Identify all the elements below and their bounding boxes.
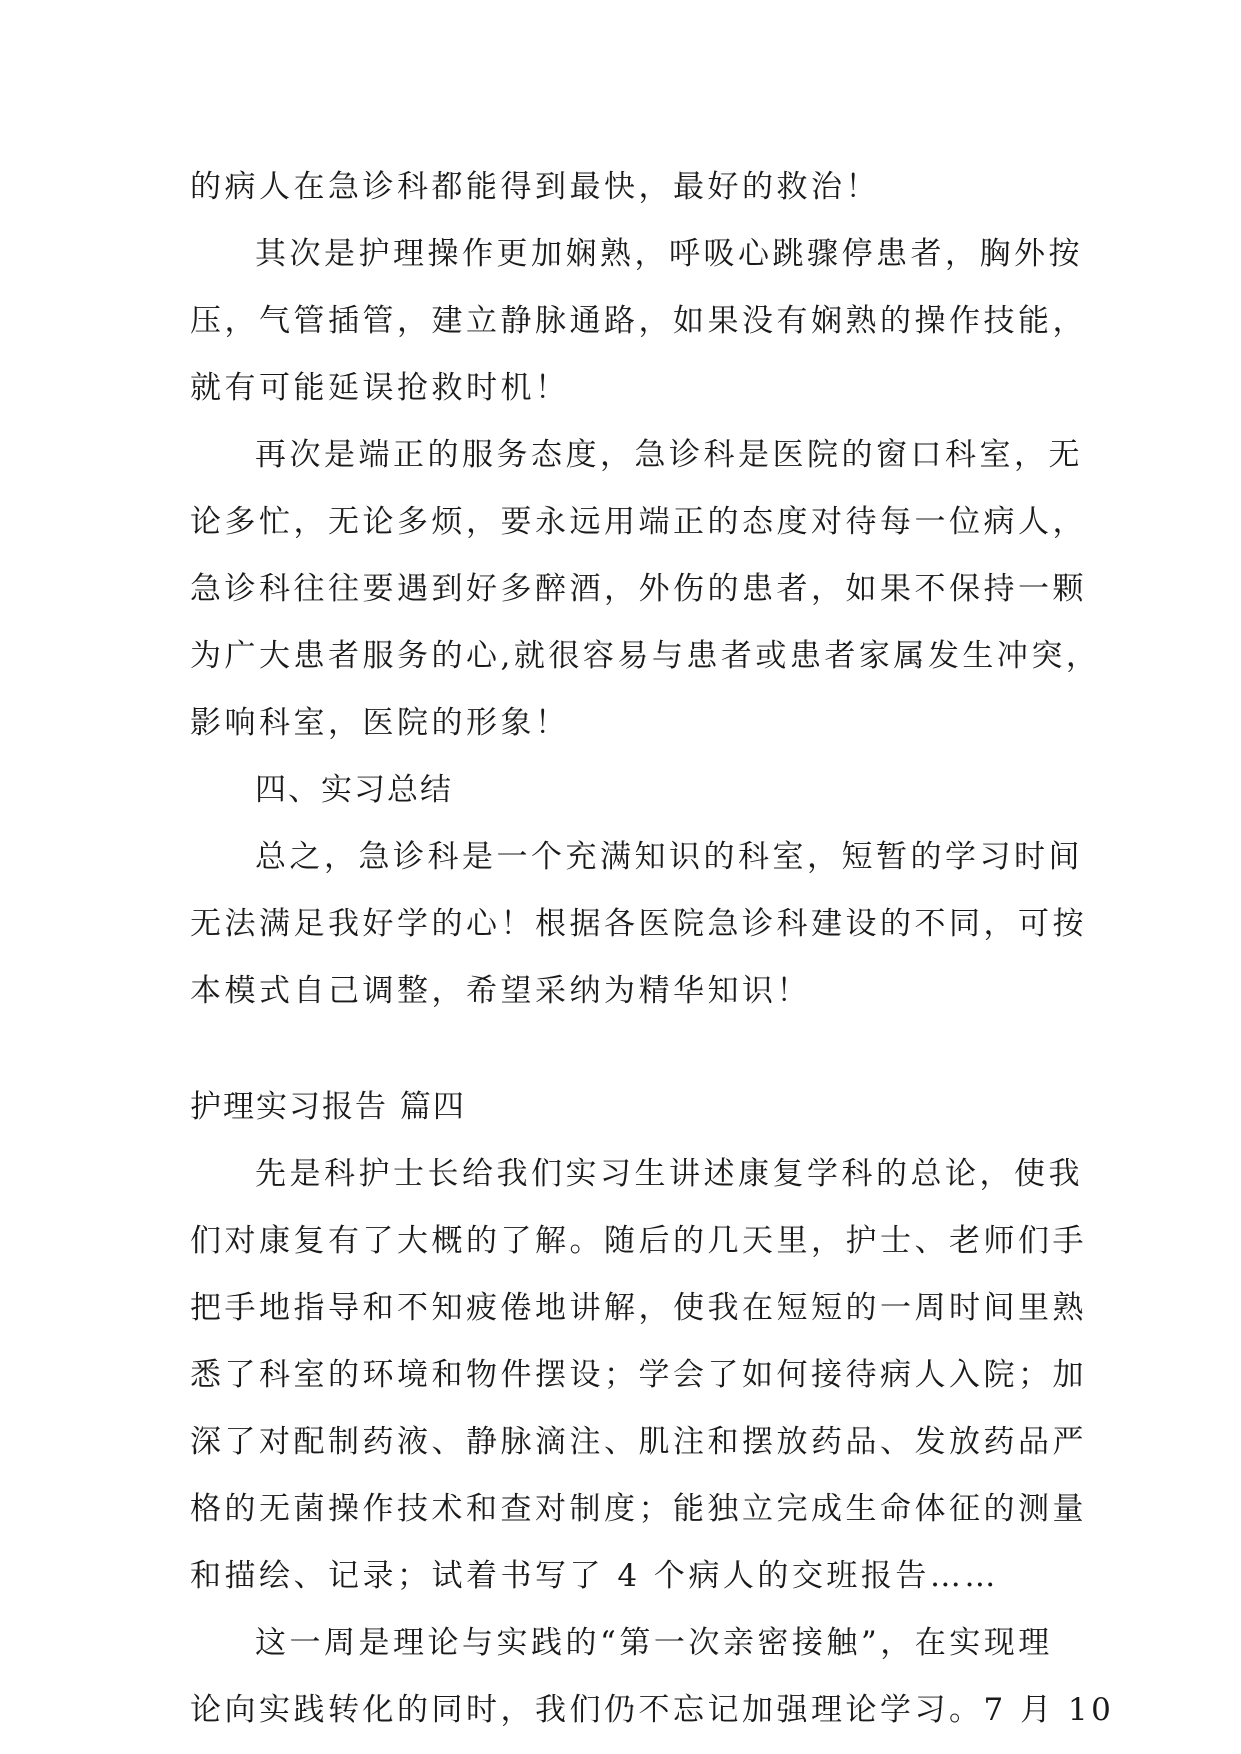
paragraph-line: 急诊科往往要遇到好多醉酒，外伤的患者，如果不保持一颗 bbox=[190, 571, 1087, 607]
paragraph-line: 和描绘、记录；试着书写了 4 个病人的交班报告…… bbox=[190, 1558, 999, 1594]
paragraph-line: 其次是护理操作更加娴熟，呼吸心跳骤停患者，胸外按 bbox=[255, 236, 1083, 272]
paragraph-line: 的病人在急诊科都能得到最快，最好的救治！ bbox=[190, 169, 880, 205]
paragraph-line: 悉了科室的环境和物件摆设；学会了如何接待病人入院；加 bbox=[190, 1357, 1087, 1393]
paragraph-line: 这一周是理论与实践的“第一次亲密接触”，在实现理 bbox=[255, 1625, 1053, 1661]
paragraph-line: 本模式自己调整，希望采纳为精华知识！ bbox=[190, 973, 811, 1009]
paragraph-line: 先是科护士长给我们实习生讲述康复学科的总论，使我 bbox=[255, 1156, 1083, 1192]
paragraph-line: 格的无菌操作技术和查对制度；能独立完成生命体征的测量 bbox=[190, 1491, 1087, 1527]
paragraph-line: 无法满足我好学的心！根据各医院急诊科建设的不同，可按 bbox=[190, 906, 1087, 942]
paragraph-line: 论向实践转化的同时，我们仍不忘记加强理论学习。7 月 10 bbox=[190, 1692, 1115, 1728]
paragraph-line: 为广大患者服务的心,就很容易与患者或患者家属发生冲突， bbox=[190, 638, 1101, 674]
chapter-title: 护理实习报告 篇四 bbox=[190, 1089, 466, 1125]
paragraph-line: 影响科室，医院的形象！ bbox=[190, 705, 570, 741]
paragraph-line: 压，气管插管，建立静脉通路，如果没有娴熟的操作技能， bbox=[190, 303, 1087, 339]
paragraph-line: 们对康复有了大概的了解。随后的几天里，护士、老师们手 bbox=[190, 1223, 1087, 1259]
paragraph-line: 总之，急诊科是一个充满知识的科室，短暂的学习时间 bbox=[255, 839, 1083, 875]
paragraph-line: 就有可能延误抢救时机！ bbox=[190, 370, 570, 406]
paragraph-line: 再次是端正的服务态度，急诊科是医院的窗口科室，无 bbox=[255, 437, 1083, 473]
paragraph-line: 论多忙，无论多烦，要永远用端正的态度对待每一位病人， bbox=[190, 504, 1087, 540]
section-heading: 四、实习总结 bbox=[255, 772, 453, 808]
paragraph-line: 深了对配制药液、静脉滴注、肌注和摆放药品、发放药品严 bbox=[190, 1424, 1087, 1460]
paragraph-line: 把手地指导和不知疲倦地讲解，使我在短短的一周时间里熟 bbox=[190, 1290, 1087, 1326]
